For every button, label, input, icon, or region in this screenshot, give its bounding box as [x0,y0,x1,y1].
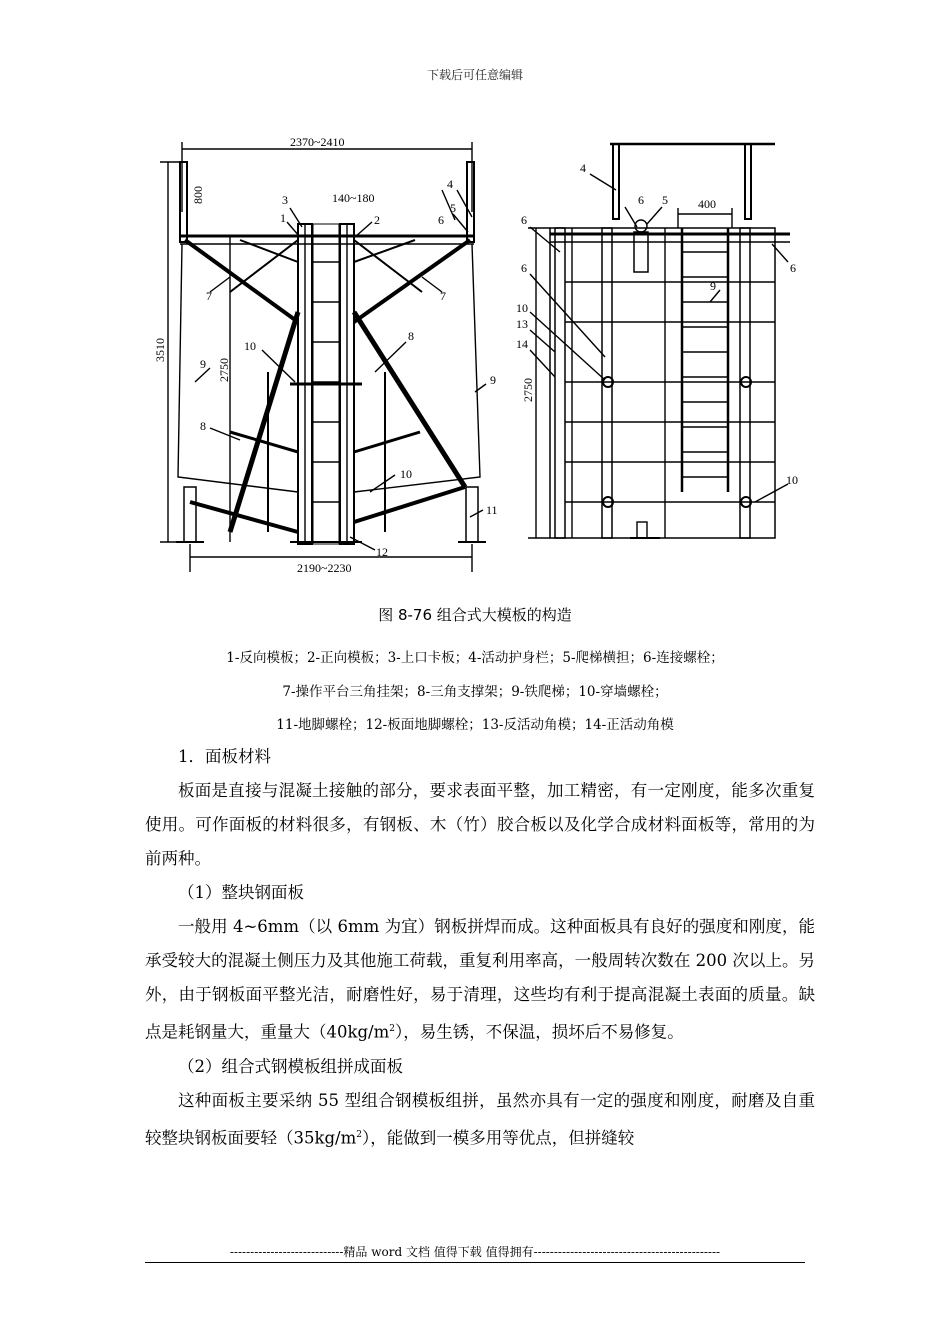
right-label-9: 9 [710,279,716,293]
paragraph-3 [145,1084,815,1156]
right-label-4: 4 [580,161,586,175]
left-label-10b: 10 [400,467,412,481]
figure-legend-line-1: 1-反向模板；2-正向模板；3-上口卡板；4-活动护身栏；5-爬梯横担；6-连接螺栓； [226,650,724,666]
paragraph-1: 板面是直接与混凝土接触的部分，要求表面平整，加工精密，有一定刚度，能多次重复使用。可作面板的材料很多，有钢板、木（竹）胶合板以及化学合成材料面板等，常用的为前两种。 [145,781,815,868]
dim-bottom-width: 2190~2230 [297,561,352,575]
footer-rule [145,1262,805,1263]
dim-gap: 140~180 [332,191,375,205]
section-heading-1: 1．面板材料 [178,747,271,766]
right-label-14: 14 [516,337,528,351]
right-label-13: 13 [516,317,528,331]
left-label-4: 4 [447,177,453,191]
body-text [145,740,815,1155]
left-label-10a: 10 [244,339,256,353]
formwork-drawing [150,132,800,588]
left-label-2: 2 [374,213,380,227]
paragraph-2-sup: 2 [389,1024,395,1034]
right-label-10b: 10 [786,473,798,487]
left-label-8b: 8 [408,329,414,343]
left-label-1: 1 [280,211,286,225]
dim-total-height: 3510 [153,338,167,362]
right-label-6c: 6 [790,261,796,275]
left-label-3: 3 [282,193,288,207]
right-elevation [528,144,790,538]
left-label-6: 6 [438,213,444,227]
left-label-8a: 8 [200,419,206,433]
paragraph-2 [145,910,815,1050]
dim-top-width: 2370~2410 [290,135,345,149]
left-label-11: 11 [486,503,498,517]
dim-inner-height: 2750 [217,358,231,382]
dim-right-height: 2750 [521,378,535,402]
right-label-6a: 6 [521,213,527,227]
paragraph-3-b: ），能做到一模多用等优点，但拼缝较 [362,1128,635,1147]
figure-legend-line-2: 7-操作平台三角挂架；8-三角支撑架；9-铁爬梯；10-穿墙螺栓； [282,684,668,700]
left-label-9b: 9 [490,373,496,387]
dim-rail-height: 800 [191,186,205,204]
subsection-heading-1: （1）整块钢面板 [178,883,304,902]
paragraph-3-a: 这种面板主要采纳 55 型组合钢模板组拼，虽然亦具有一定的强度和刚度，耐磨及自重较整块钢板面要轻（35kg/m [145,1090,815,1147]
footer-text: ----------------------------精品 word 文档 值得下载 值得拥有---------------------------------------------- [229,1245,721,1259]
left-label-7b: 7 [440,289,446,303]
figure-legend-line-3: 11-地脚螺栓；12-板面地脚螺栓；13-反活动角模；14-正活动角模 [276,717,674,733]
left-label-9a: 9 [200,357,206,371]
figure-caption: 图 8-76 组合式大模板的构造 [378,606,572,624]
dim-ladder-width: 400 [698,197,716,211]
paragraph-2-b: ），易生锈，不保温，损坏后不易修复。 [395,1022,684,1042]
right-label-6-top: 6 [638,193,644,207]
left-elevation [160,142,486,572]
paragraph-2-a: 一般用 4~6mm（以 6mm 为宜）钢板拼焊而成。这种面板具有良好的强度和刚度，能承受较大的混凝土侧压力及其他施工荷载，重复利用率高，一般周转次数在 200 次以上。另外，由于钢板面平整光洁，耐磨性好，易于清理，这些均有利于提高混凝土表面的质量。缺点是耗钢量大，重量大（40kg/m [145,917,815,1042]
header-note: 下载后可任意编辑 [426,68,523,82]
right-label-10a: 10 [516,301,528,315]
right-label-5: 5 [662,193,668,207]
left-label-5: 5 [450,201,456,215]
right-label-6b: 6 [521,261,527,275]
formwork-figure [150,132,800,588]
paragraph-3-sup: 2 [356,1129,362,1140]
left-label-12: 12 [376,545,388,559]
subsection-heading-2: （2）组合式钢模板组拼成面板 [178,1056,403,1076]
left-label-7a: 7 [206,289,212,303]
